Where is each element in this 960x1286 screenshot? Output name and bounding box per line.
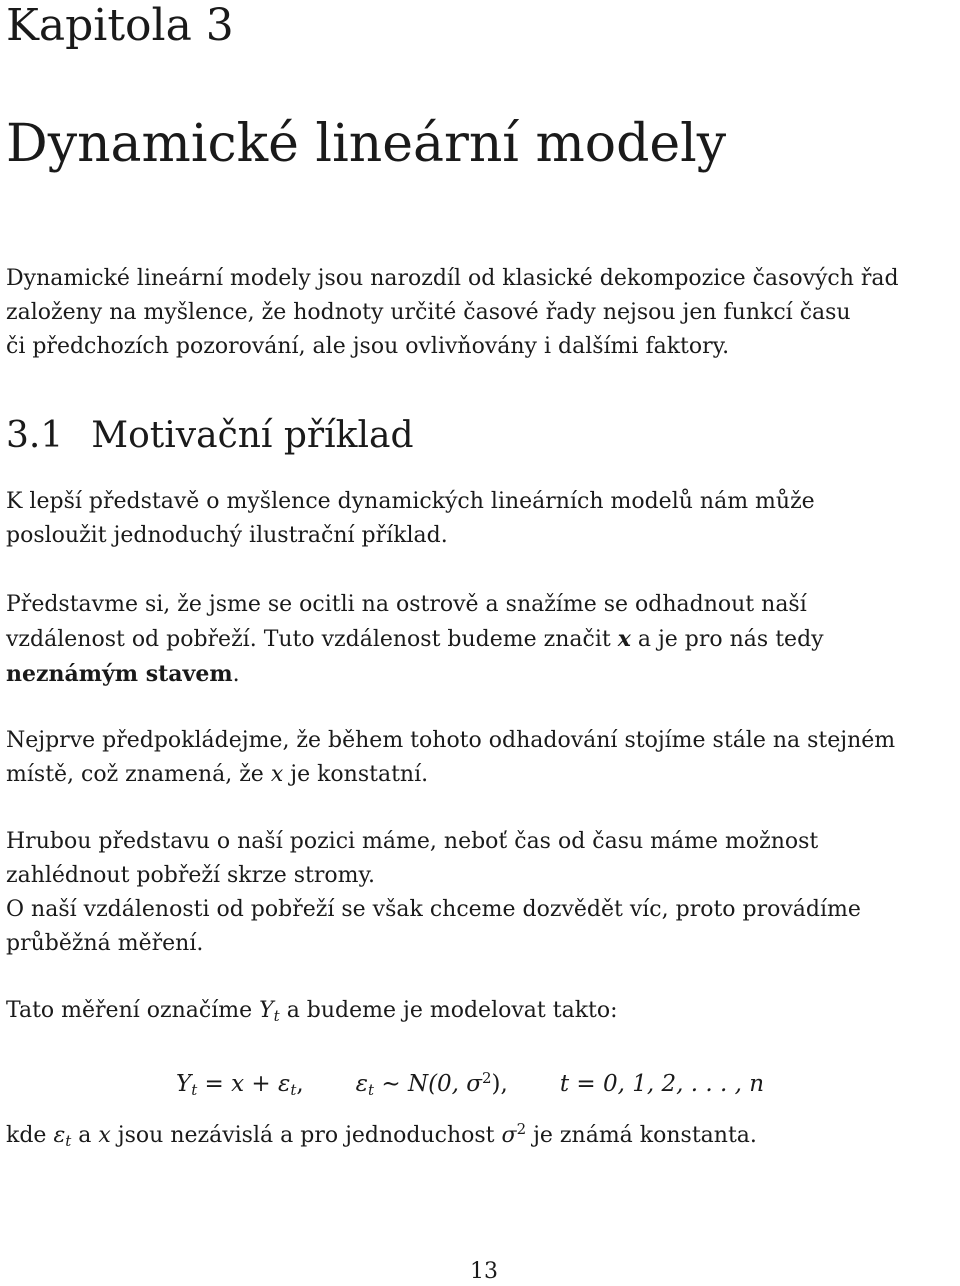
text-span: je konstatní. [283,762,429,787]
text-line [6,994,956,1033]
section-heading [6,412,414,460]
section-number: 3.1 [6,415,64,456]
chapter-label: Kapitola 3 [6,0,234,51]
paragraph-6 [6,1112,956,1158]
text-line: průběžná měření. [6,931,204,956]
eq-text: , [296,1071,304,1097]
eq-subscript: t [368,1081,375,1099]
paragraph-1 [6,485,956,553]
text-span: jsou nezávislá a pro jednoduchost [110,1123,502,1148]
eq-superscript: 2 [482,1069,492,1087]
text-span: a [71,1123,99,1148]
eq-subscript: t [290,1081,297,1099]
text-line: Nejprve předpokládejme, že během tohoto odhadování stojíme stále na stejném [6,728,896,753]
paragraph-3 [6,724,956,792]
variable-sigma: σ [501,1123,517,1148]
text-line [6,622,956,657]
text-span: a budeme je modelovat takto: [279,998,618,1023]
variable-x: x [270,762,284,787]
subscript-t: t [65,1132,72,1150]
text-line: Hrubou představu o naší pozici máme, neboť čas od času máme možnost [6,829,819,854]
eq-text: = x + ε [197,1071,291,1097]
variable-x-bold: x [617,626,631,652]
text-span: vzdálenost od pobřeží. Tuto vzdálenost budeme značit [6,627,618,652]
text-line: posloužit jednoduchý ilustrační příklad. [6,523,448,548]
eq-Y: Y [176,1071,192,1097]
paragraph-4 [6,825,956,961]
text-line [6,758,956,792]
text-line [6,1112,956,1158]
text-span: Tato měření označíme [6,998,260,1023]
text-span: a je pro nás tedy [630,627,824,652]
intro-paragraph [6,262,956,364]
bold-term: neznámým stavem [6,661,233,687]
text-line [6,657,956,692]
text-span: kde [6,1123,54,1148]
subscript-t: t [273,1007,280,1025]
text-line: Představme si, že jsme se ocitli na ostrově a snažíme se odhadnout naší [6,592,807,617]
text-span: . [232,662,240,687]
variable-x: x [98,1123,111,1148]
page-number: 13 [470,1259,498,1284]
text-span: místě, což znamená, že [6,762,271,787]
paragraph-5 [6,994,956,1033]
eq-subscript: t [191,1081,198,1099]
eq-epsilon: ε [355,1071,369,1097]
text-line: O naší vzdálenosti od pobřeží se však chceme dozvědět víc, proto provádíme [6,897,861,922]
paragraph-2 [6,588,956,692]
text-line: Dynamické lineární modely jsou narozdíl od klasické dekompozice časových řad [6,266,899,291]
model-equation [176,1058,764,1110]
chapter-title: Dynamické lineární modely [6,114,727,174]
eq-text: ), [491,1071,508,1097]
superscript-2: 2 [516,1120,527,1138]
text-line: založeny na myšlence, že hodnoty určité časové řady nejsou jen funkcí času [6,300,851,325]
section-title: Motivační příklad [91,415,414,456]
text-span: je známá konstanta. [526,1123,757,1148]
text-line: K lepší představě o myšlence dynamických lineárních modelů nám může [6,489,815,514]
variable-epsilon: ε [53,1123,66,1148]
variable-Y: Y [259,998,274,1023]
eq-text: ∼ N(0, σ [374,1071,482,1097]
text-line: zahlédnout pobřeží skrze stromy. [6,863,375,888]
eq-index-range: t = 0, 1, 2, . . . , n [559,1071,765,1097]
text-line: či předchozích pozorování, ale jsou ovlivňovány i dalšími faktory. [6,334,730,359]
